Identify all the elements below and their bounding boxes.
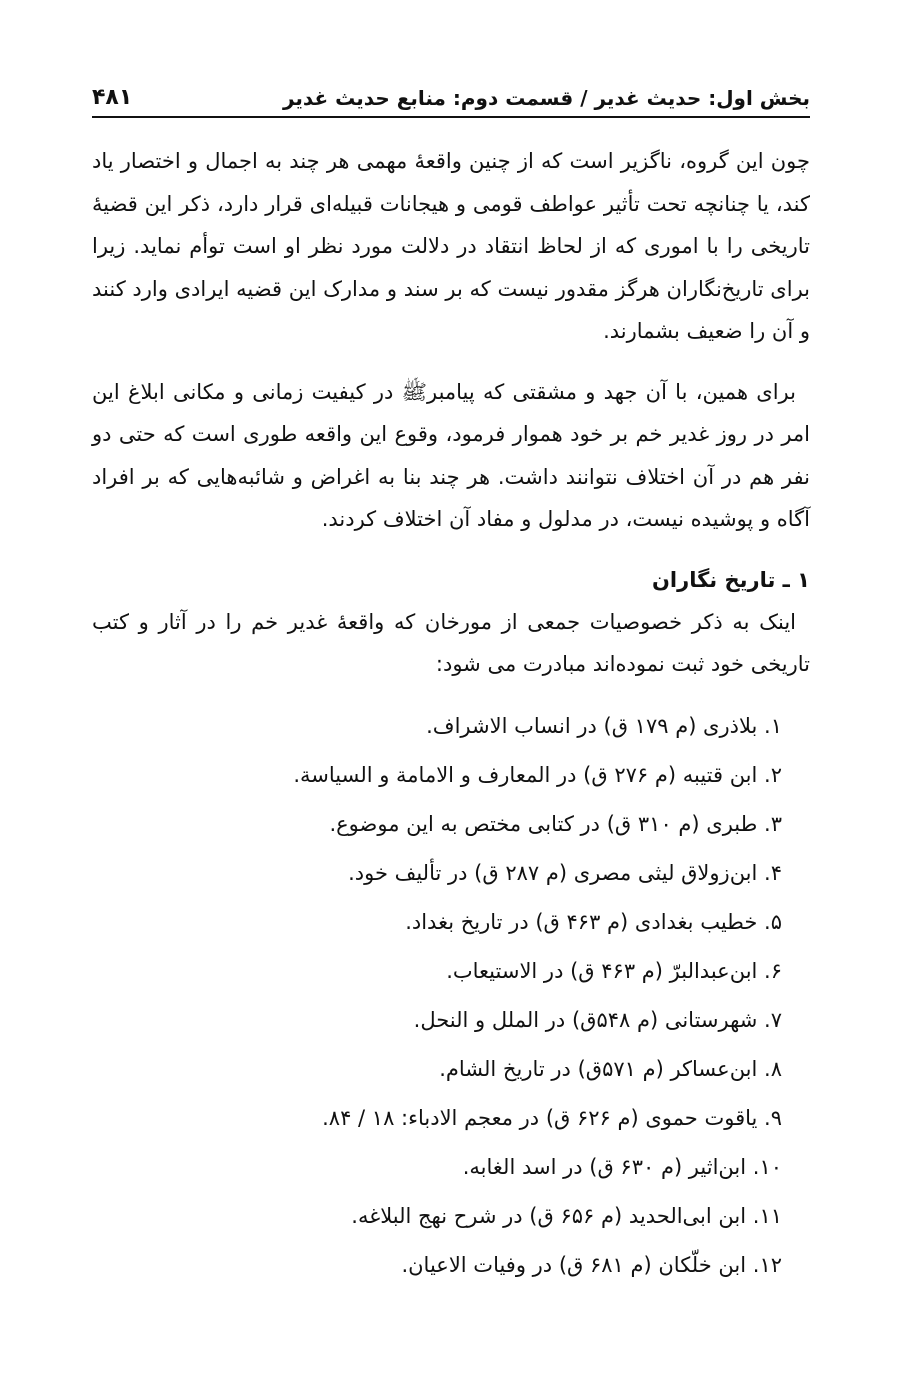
- section-intro: اینک به ذکر خصوصیات جمعی از مورخان که واقعهٔ غدیر خم را در آثار و کتب تاریخی خود ثبت نموده‌اند مبادرت می شود:: [92, 609, 810, 676]
- section-heading: ۱ ـ تاریخ نگاران: [651, 567, 810, 592]
- list-item: ۱۰. ابن‌اثیر (م ۶۳۰ ق) در اسد الغابه.: [462, 1154, 782, 1179]
- list-item: ۴. ابن‌زولاق لیثی مصری (م ۲۸۷ ق) در تألیف خود.: [348, 860, 782, 885]
- historian-list: [92, 702, 810, 1290]
- book-page: [92, 0, 810, 1390]
- list-item: ۸. ابن‌عساکر (م ۵۷۱ق) در تاریخ الشام.: [439, 1056, 782, 1081]
- list-item: ۳. طبری (م ۳۱۰ ق) در کتابی مختص به این موضوع.: [329, 811, 782, 836]
- page-number: ۴۸۱: [92, 85, 133, 110]
- page-header: [92, 70, 810, 118]
- list-item: ۱۱. ابن ابی‌الحدید (م ۶۵۶ ق) در شرح نهج البلاغه.: [351, 1203, 782, 1228]
- list-item: ۱۲. ابن خلّکان (م ۶۸۱ ق) در وفیات الاعیان.: [401, 1252, 782, 1277]
- list-item: ۵. خطیب بغدادی (م ۴۶۳ ق) در تاریخ بغداد.: [405, 909, 782, 934]
- list-item: ۲. ابن قتیبه (م ۲۷۶ ق) در المعارف و الامامة و السیاسة.: [293, 762, 782, 787]
- list-item: ۷. شهرستانی (م ۵۴۸ق) در الملل و النحل.: [413, 1007, 782, 1032]
- paragraph-2: برای همین، با آن جهد و مشقتی که پیامبرﷺ در کیفیت زمانی و مکانی ابلاغ این امر در روز غدیر خم بر خود هموار فرمود، وقوع این واقعه طوری است که حتی دو نفر هم در آن اختلاف نتوانند داشت. هر چند بنا به اغراض و شائبه‌هایی که بر افراد آگاه و پوشیده نیست، در مدلول و مفاد آن اختلاف کردند.: [92, 379, 810, 531]
- paragraph-1: چون این گروه، ناگزیر است که از چنین واقعهٔ مهمی هر چند به اجمال و اختصار یاد کند، یا چنانچه تحت تأثیر عواطف قومی و هیجانات قبیله‌ای قرار دارد، ذکر این قضیهٔ تاریخی را با اموری که از لحاظ انتقاد در دلالت مورد نظر او است توأم نماید. زیرا برای تاریخ‌نگاران هرگز مقدور نیست که بر سند و مدارک این قضیه ایرادی وارد کنند و آن را ضعیف بشمارند.: [92, 149, 810, 343]
- list-item: ۹. یاقوت حموی (م ۶۲۶ ق) در معجم الادباء: ۱۸ / ۸۴.: [322, 1105, 782, 1130]
- list-item: ۶. ابن‌عبدالبرّ (م ۴۶۳ ق) در الاستیعاب.: [446, 958, 782, 983]
- page-body: [92, 140, 810, 1290]
- running-title: بخش اول: حدیث غدیر / قسمت دوم: منابع حدیث غدیر: [282, 86, 810, 110]
- list-item: ۱. بلاذری (م ۱۷۹ ق) در انساب الاشراف.: [426, 713, 782, 738]
